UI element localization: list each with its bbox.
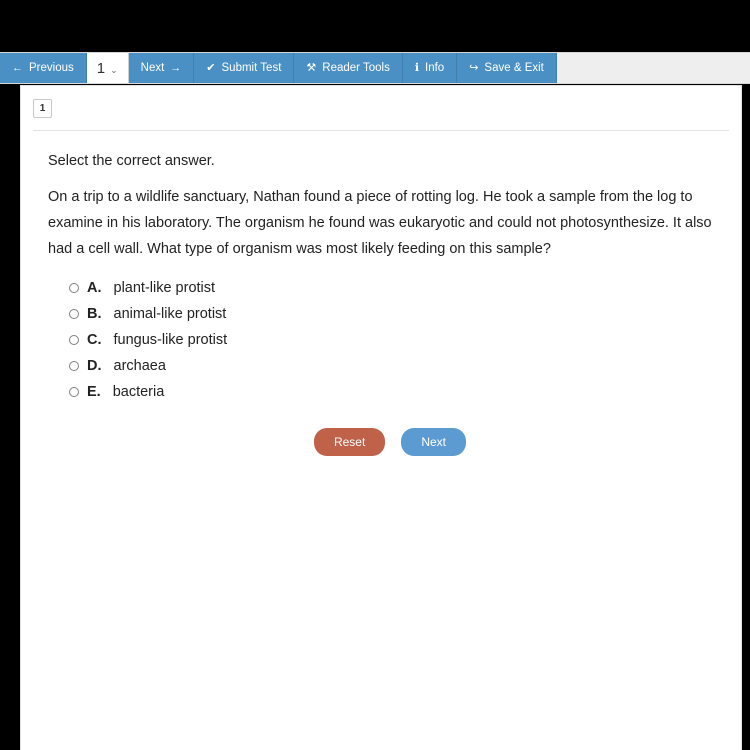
radio-button-e[interactable] (69, 387, 79, 397)
chevron-down-icon: ⌄ (110, 64, 118, 75)
answer-choice-c-text: fungus-like protist (113, 332, 228, 349)
question-number-badge: 1 (33, 99, 52, 118)
page-selector-value: 1 (96, 59, 106, 77)
page-selector[interactable] (87, 53, 129, 83)
submit-test-button[interactable] (194, 53, 294, 83)
reader-tools-button[interactable] (294, 53, 402, 83)
toolbar-spacer (557, 53, 750, 83)
radio-button-b[interactable] (69, 309, 79, 319)
answer-choice-e[interactable] (69, 384, 741, 400)
next-button[interactable]: Next (401, 428, 466, 456)
question-panel (20, 85, 742, 750)
wrench-icon: ⚒ (306, 61, 317, 74)
answer-choice-b-text: animal-like protist (113, 306, 227, 323)
answer-choice-e-text: bacteria (112, 384, 165, 401)
answer-choice-a[interactable] (69, 280, 741, 296)
arrow-right-circle-icon: → (170, 61, 182, 74)
question-stem: On a trip to a wildlife sanctuary, Nathan found a piece of rotting log. He took a sample from the log to examine in his laboratory. The organism he found was eukaryotic and could not photosynthesize. It also had a cell wall. What type of organism was most likely feeding on this sample? (48, 189, 712, 257)
check-circle-icon: ✔ (206, 61, 216, 74)
arrow-left-circle-icon: ← (12, 61, 23, 74)
radio-button-d[interactable] (69, 361, 79, 371)
info-button-label: Info (425, 62, 445, 74)
answer-choice-list (69, 280, 741, 400)
answer-choice-c-letter: C. (87, 332, 102, 349)
answer-choice-c[interactable] (69, 332, 741, 348)
info-button[interactable] (403, 53, 457, 83)
header-divider (33, 130, 729, 131)
radio-button-a[interactable] (69, 283, 79, 293)
previous-button[interactable] (0, 53, 87, 83)
reader-tools-button-label: Reader Tools (322, 62, 390, 74)
answer-choice-d-text: archaea (113, 358, 166, 375)
save-and-exit-button-label: Save & Exit (484, 62, 544, 74)
action-button-row (21, 428, 741, 456)
answer-choice-b[interactable] (69, 306, 741, 322)
answer-choice-b-letter: B. (87, 306, 102, 323)
answer-choice-a-letter: A. (87, 280, 102, 297)
previous-button-label: Previous (29, 62, 74, 74)
question-instruction: Select the correct answer. (48, 153, 215, 169)
answer-choice-d[interactable] (69, 358, 741, 374)
question-toolbar (0, 52, 750, 84)
info-circle-icon: ℹ (414, 61, 420, 74)
save-and-exit-button[interactable] (457, 53, 557, 83)
answer-choice-d-letter: D. (87, 358, 102, 375)
radio-button-c[interactable] (69, 335, 79, 345)
next-toolbar-button-label: Next (140, 62, 165, 74)
answer-choice-a-text: plant-like protist (113, 280, 216, 297)
save-exit-icon: ↪ (469, 61, 479, 74)
submit-test-button-label: Submit Test (221, 62, 282, 74)
reset-button[interactable]: Reset (314, 428, 385, 456)
answer-choice-e-letter: E. (87, 384, 101, 401)
next-toolbar-button[interactable] (129, 53, 195, 83)
question-number-row (21, 86, 741, 131)
